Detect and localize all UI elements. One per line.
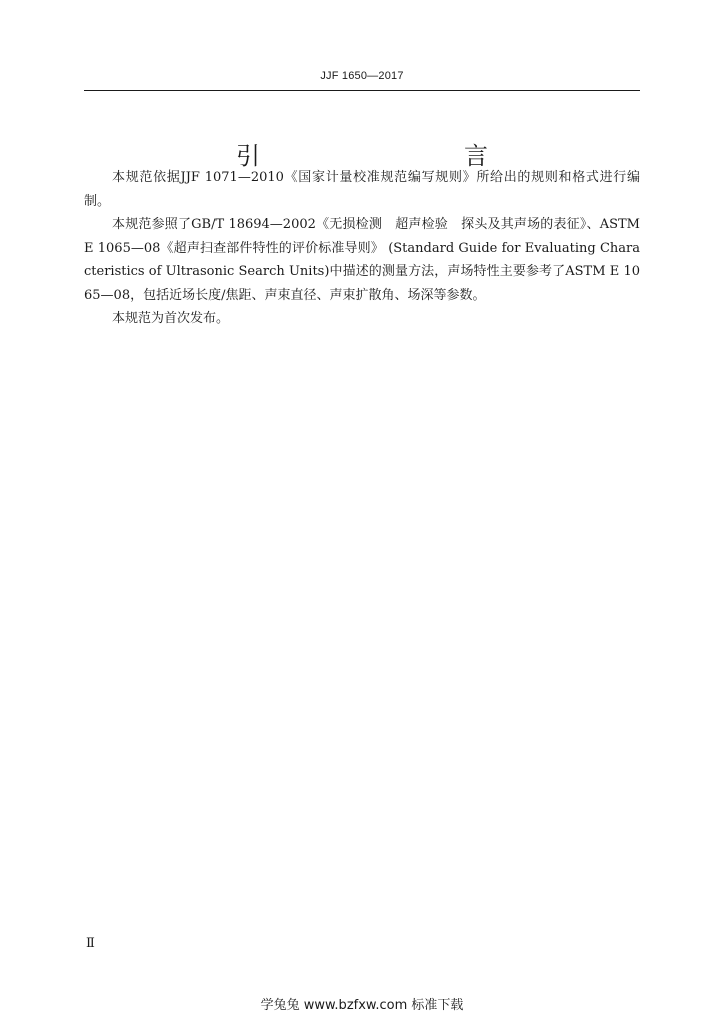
paragraph-3: 本规范为首次发布。 [112, 311, 230, 326]
watermark: 学兔兔 www.bzfxw.com 标准下载 [260, 998, 464, 1013]
page-number: Ⅱ [86, 936, 95, 951]
paragraph-1: 本规范依据JJF 1071—2010《国家计量校准规范编写规则》所给出的规则和格式进行编制。 [84, 170, 640, 209]
header-divider [84, 90, 640, 91]
standard-code: JJF 1650—2017 [320, 70, 404, 82]
body-text [84, 166, 640, 331]
section-title: 引 言 [236, 142, 540, 171]
paragraph-2: 本规范参照了GB/T 18694—2002《无损检测 超声检验 探头及其声场的表征》、ASTM E 1065—08《超声扫查部件特性的评价标准导则》 (Standard Guide for Evaluating Characteristics of Ultrasonic Search Units)中描述的测量方法，声场特性主要参考了ASTM E 1065—08，包括近场长度/焦距、声束直径、声束扩散角、场深等参数。 [84, 217, 640, 303]
